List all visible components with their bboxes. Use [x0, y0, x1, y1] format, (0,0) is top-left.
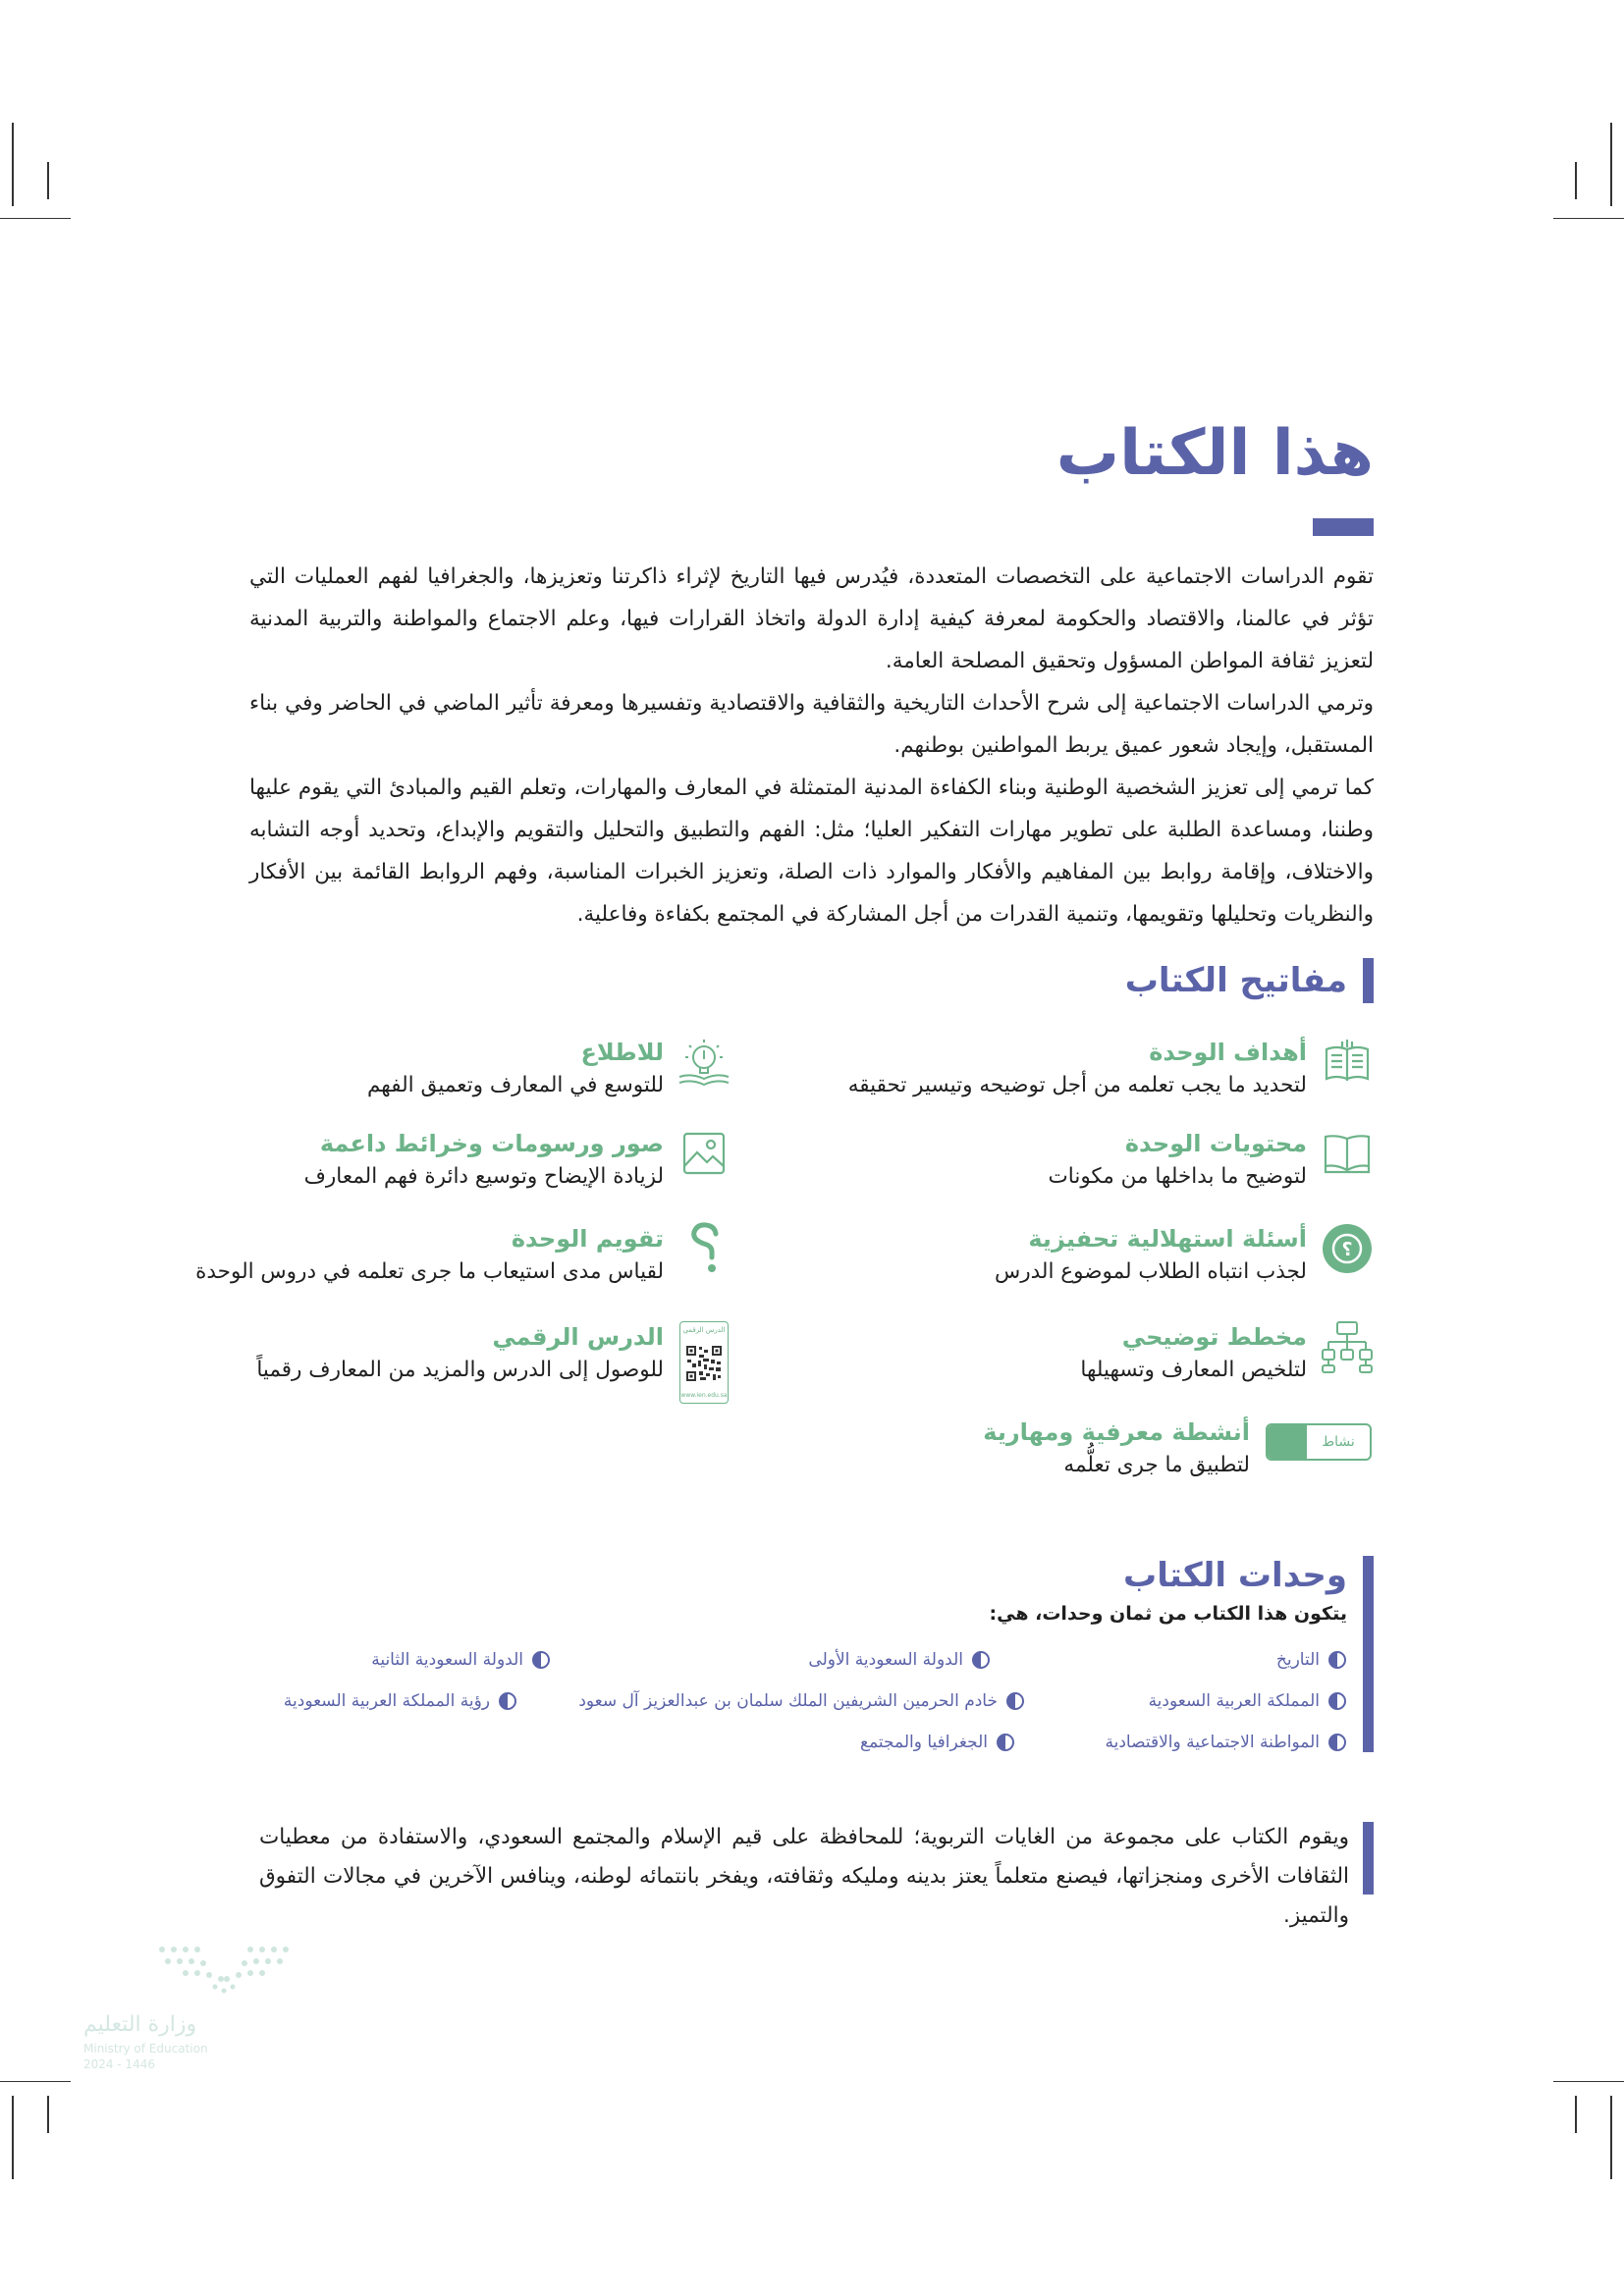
key-desc: لتطبيق ما جرى تعلُّمه: [1063, 1453, 1250, 1477]
crop-mark: [0, 2081, 71, 2082]
ministry-logo: [83, 1942, 299, 2074]
crop-mark: [0, 218, 71, 219]
key-unit-objectives: [848, 1036, 1374, 1102]
units-section: [244, 1556, 1374, 1752]
key-opening-questions: [995, 1222, 1374, 1289]
page-title: هذا الكتاب: [1056, 417, 1374, 490]
keys-heading: [1125, 958, 1374, 1003]
diagram-icon: [1321, 1320, 1374, 1373]
key-unit-contents: [1049, 1127, 1374, 1194]
closing-section: [244, 1818, 1374, 1928]
key-digital-lesson: [256, 1320, 731, 1405]
key-desc: لزيادة الإيضاح وتوسيع دائرة فهم المعارف: [303, 1164, 664, 1189]
qr-caption: الدرس الرقمي: [682, 1326, 726, 1334]
unit-label: خادم الحرمين الشريفين الملك سلمان بن عبدالعزيز آل سعود: [578, 1691, 998, 1711]
unit-item: [1149, 1691, 1347, 1711]
unit-label: المواطنة الاجتماعية والاقتصادية: [1105, 1733, 1320, 1752]
activity-tag-icon: [1264, 1415, 1374, 1468]
qr-code-image: [685, 1345, 723, 1382]
unit-label: الدولة السعودية الثانية: [371, 1650, 523, 1670]
crop-mark: [47, 162, 49, 199]
unit-label: التاريخ: [1275, 1650, 1320, 1670]
crop-mark: [12, 2096, 14, 2179]
key-diagram: [1080, 1320, 1374, 1387]
ministry-name-arabic: وزارة التعليم: [83, 2012, 197, 2037]
unit-item: [808, 1650, 991, 1670]
intro-text: [249, 556, 1374, 935]
key-title: الدرس الرقمي: [492, 1323, 664, 1351]
unit-item: [1106, 1733, 1348, 1752]
closing-paragraph: ويقوم الكتاب على مجموعة من الغايات التربوية؛ للمحافظة على قيم الإسلام والمجتمع السعودي، والاستفادة من معطيات الثقافات الأخرى ومنجزاتها، فيصنع متعلماً يعتز بدينه ومليكه وثقافته، ويفخر بانتمائه لوطنه، وينافس الآخرين في مجالات التفوق والتميز.: [259, 1825, 1349, 1928]
ministry-logo-dots-icon: [152, 1942, 299, 2001]
book-list-icon: [1321, 1036, 1374, 1089]
qr-url: www.ien.edu.sa: [680, 1392, 728, 1399]
key-title: صور ورسومات وخرائط داعمة: [319, 1130, 664, 1157]
crop-mark: [1553, 2081, 1624, 2082]
heading-bar: [1363, 958, 1374, 1003]
unit-label: الجغرافيا والمجتمع: [860, 1733, 988, 1752]
crop-mark: [12, 123, 14, 206]
half-circle-bullet-icon: [971, 1650, 991, 1670]
key-for-reading: [367, 1036, 731, 1102]
unit-item: [1276, 1650, 1347, 1670]
key-desc: لقياس مدى استيعاب ما جرى تعلمه في دروس الوحدة: [195, 1259, 664, 1284]
unit-label: رؤية المملكة العربية السعودية: [283, 1691, 490, 1711]
half-circle-bullet-icon: [1327, 1733, 1347, 1752]
title-underline: [1313, 518, 1374, 536]
activity-tag-label: نشاط: [1322, 1434, 1355, 1450]
qr-code-icon: [677, 1320, 731, 1405]
unit-item: [860, 1733, 1015, 1752]
units-intro: يتكون هذا الكتاب من ثمان وحدات، هي:: [989, 1603, 1347, 1625]
intro-paragraph: كما ترمي إلى تعزيز الشخصية الوطنية وبناء الكفاءة المدنية المتمثلة في المعارف والمهارات، وتعلم القيم والمبادئ التي يقوم عليها وطننا، ومساعدة الطلبة على تطوير مهارات التفكير العليا؛ مثل: الفهم والتطبيق والتحليل والتقويم والإبداع، وتحديد أوجه التشابه والاختلاف، وإقامة روابط بين المفاهيم والأفكار والموارد ذات الصلة، وتعزيز الخبرات المناسبة، وفهم الروابط القائمة بين الأفكار والنظريات وتحليلها وتقويمها، وتنمية القدرات من أجل المشاركة في المجتمع بكفاءة وفاعلية.: [249, 775, 1374, 927]
crop-mark: [1610, 123, 1612, 206]
svg-text:؟: ؟: [1341, 1239, 1353, 1260]
unit-item: [371, 1650, 551, 1670]
unit-item: [578, 1691, 1025, 1711]
crop-mark: [1553, 218, 1624, 219]
crop-mark: [1575, 2096, 1577, 2133]
half-circle-bullet-icon: [996, 1733, 1015, 1752]
edition-year: 2024 - 1446: [83, 2057, 156, 2071]
key-desc: لجذب انتباه الطلاب لموضوع الدرس: [995, 1259, 1307, 1284]
unit-item: [284, 1691, 517, 1711]
question-circle-icon: [1321, 1222, 1374, 1275]
key-title: للاطلاع: [580, 1039, 664, 1066]
key-title: أسئلة استهلالية تحفيزية: [1028, 1225, 1307, 1253]
image-icon: [677, 1127, 731, 1180]
key-unit-assessment: [195, 1222, 731, 1289]
crop-mark: [1610, 2096, 1612, 2179]
intro-paragraph: وترمي الدراسات الاجتماعية إلى شرح الأحداث التاريخية والثقافية والاقتصادية وتفسيرها ومعرفة تأثير الماضي في الحاضر وفي بناء المستقبل، وإيجاد شعور عميق يربط المواطنين بوطنهم.: [249, 691, 1374, 758]
unit-label: الدولة السعودية الأولى: [808, 1650, 963, 1670]
units-heading: وحدات الكتاب: [1123, 1556, 1347, 1595]
open-book-icon: [1321, 1127, 1374, 1180]
crop-mark: [1575, 162, 1577, 199]
half-circle-bullet-icon: [1327, 1691, 1347, 1711]
key-desc: للتوسع في المعارف وتعميق الفهم: [366, 1073, 664, 1097]
key-title: مخطط توضيحي: [1121, 1323, 1307, 1351]
closing-bar: [1363, 1822, 1374, 1895]
crop-mark: [47, 2096, 49, 2133]
ministry-name-english: Ministry of Education: [83, 2042, 208, 2056]
key-title: محتويات الوحدة: [1124, 1130, 1307, 1157]
intro-paragraph: تقوم الدراسات الاجتماعية على التخصصات المتعددة، فيُدرس فيها التاريخ لإثراء ذاكرتنا وتعزيزها، والجغرافيا لفهم العمليات التي تؤثر في عالمنا، والاقتصاد والحكومة لمعرفة كيفية إدارة الدولة واتخاذ القرارات فيها، وعلم الاجتماع والمواطنة والتربية المدنية لتعزيز ثقافة المواطن المسؤول وتحقيق المصلحة العامة.: [249, 564, 1374, 673]
key-activities: [983, 1415, 1374, 1482]
key-title: أنشطة معرفية ومهارية: [983, 1418, 1250, 1446]
unit-label: المملكة العربية السعودية: [1148, 1691, 1320, 1711]
key-title: تقويم الوحدة: [511, 1225, 664, 1253]
half-circle-bullet-icon: [1005, 1691, 1025, 1711]
key-desc: لتحديد ما يجب تعلمه من أجل توضيحه وتيسير تحقيقه: [847, 1073, 1307, 1097]
key-desc: للوصول إلى الدرس والمزيد من المعارف رقمياً: [256, 1358, 664, 1382]
heading-bar: [1363, 1556, 1374, 1752]
keys-heading-text: مفاتيح الكتاب: [1124, 961, 1347, 1000]
activity-tag-fill: [1268, 1425, 1307, 1459]
key-desc: لتوضيح ما بداخلها من مكونات: [1048, 1164, 1307, 1189]
key-images-maps: [304, 1127, 731, 1194]
half-circle-bullet-icon: [498, 1691, 517, 1711]
half-circle-bullet-icon: [531, 1650, 551, 1670]
key-title: أهداف الوحدة: [1149, 1039, 1307, 1066]
half-circle-bullet-icon: [1327, 1650, 1347, 1670]
question-mark-icon: [677, 1222, 731, 1275]
key-desc: لتلخيص المعارف وتسهيلها: [1080, 1358, 1307, 1382]
lightbulb-book-icon: [677, 1036, 731, 1089]
